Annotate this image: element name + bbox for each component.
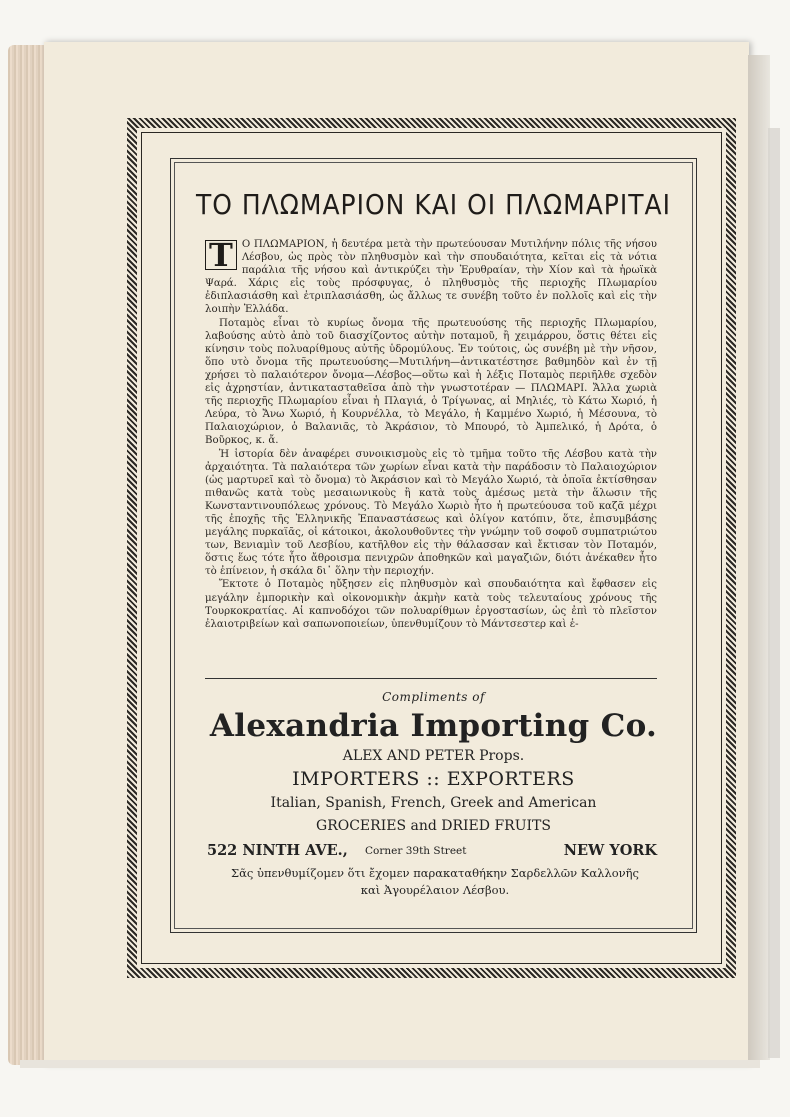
page-edge-shadow (768, 128, 780, 1058)
ad-address: 522 NINTH AVE., (207, 842, 348, 859)
article-paragraph: Τ Ο ΠΛΩΜΑΡΙΟΝ, ἡ δευτέρα μετὰ τὴν πρωτεύουσαν Μυτιλήνην πόλις τῆς νήσου Λέσβου, ὡς πρὸς τὸν πληθυσμὸν καὶ τὴν σπουδαιότητα, κεῖται εἰς τὰ νότια παράλια τῆς νήσου καὶ ἀντικρύζει τὴν Ἐρυθραίαν, τὴν Χίον καὶ τὰ ἡρωϊκὰ Ψαρά. Χάρις εἰς τοὺς πρόσφυγας, ὁ πληθυσμὸς τῆς περιοχῆς Πλωμαρίου ἐδιπλασιάσθη καὶ ἐτριπλασιάσθη, ὡς ἄλλως τε συνέβη τοῦτο ἐν πολλοῖς καὶ εἰς τὴν λοιπὴν Ἑλλάδα. (205, 236, 657, 316)
page-bottom-shadow (20, 1060, 760, 1068)
ad-importers-exporters: IMPORTERS :: EXPORTERS (292, 768, 575, 790)
ad-proprietors: ALEX AND PETER Props. (342, 748, 525, 764)
ad-compliments: Compliments of (382, 690, 485, 704)
ad-greek-note: Σᾶς ὑπενθυμίζομεν ὅτι ἔχομεν παρακαταθήκην Σαρδελλῶν Καλλονῆς καὶ Ἀγουρέλαιον Λέσβου. (230, 866, 639, 897)
ad-products: GROCERIES and DRIED FRUITS (316, 818, 551, 834)
ad-corner: Corner 39th Street (365, 845, 467, 857)
ad-origins: Italian, Spanish, French, Greek and American (270, 795, 597, 811)
ad-company-name: Alexandria Importing Co. (209, 708, 658, 744)
article-paragraph: Ἡ ἱστορία δὲν ἀναφέρει συνοικισμοὺς εἰς τὸ τμῆμα τοῦτο τῆς Λέσβου κατὰ τὴν ἀρχαιότητα. Τὰ παλαιότερα τῶν χωρίων εἶναι κατὰ τὴν παράδοσιν τὸ Παλαιοχώριον (ὡς μαρτυρεῖ καὶ τὸ ὄνομα) τὸ Ἀκράσιον καὶ τὸ Μεγάλο Χωριό, τὰ ὁποῖα ἐκτίσθησαν πιθανῶς κατὰ τοὺς μεσαιωνικοὺς ἢ κατὰ τοὺς ἀμέσως μετὰ τὴν ἅλωσιν τῆς Κωνσταντινουπόλεως χρόνους. Τὸ Μεγάλο Χωριὸ ἦτο ἡ πρωτεύουσα τοῦ καζᾶ μέχρι τῆς ἐποχῆς τῆς Ἑλληνικῆς Ἐπαναστάσεως καὶ ὀλίγον κατόπιν, ὅτε, ἐπισυμβάσης μεγάλης πυρκαϊᾶς, οἱ κάτοικοι, ἀκολουθοῦντες τὴν γνώμην τοῦ σοφοῦ συμπατριώτου των, Βενιαμὶν τοῦ Λεσβίου, κατῆλθον εἰς τὴν θάλασσαν καὶ ἔκτισαν τὸν Ποταμόν, ὅστις ἕως τότε ἦτο ἄθροισμα πενιχρῶν ἀποθηκῶν καὶ μαγαζιῶν, διότι ἀνέκαθεν ἦτο τὸ ἐπίνειον, ἡ σκάλα δι᾽ ὅλην τὴν περιοχήν. (205, 448, 657, 578)
section-divider (205, 678, 657, 679)
page-edge (748, 55, 770, 1060)
drop-cap: Τ (205, 240, 237, 270)
article-body (205, 238, 657, 631)
article-paragraph: Ποταμὸς εἶναι τὸ κυρίως ὄνομα τῆς πρωτευούσης τῆς περιοχῆς Πλωμαρίου, λαβούσης αὐτὸ ἀπὸ τοῦ διασχίζοντος αὐτὴν ποταμοῦ, ἢ χειμάρρου, ὅστις θέτει εἰς κίνησιν τοὺς πολυαρίθμους αὐτῆς ὑδρομύλους. Ἐν τούτοις, ὡς συνέβη μὲ τὴν νῆσον, ὅπο υτὸ ὄνομα τῆς πρωτευούσης—Μυτιλήνη—ἀντικατέστησε βαθμηδὸν καὶ ἐν τῇ χρήσει τὸ παλαιότερον ὄνομα—Λέσβος—οὕτω καὶ ἡ λέξις Ποταμὸς περιῆλθε σχεδὸν εἰς ἀχρηστίαν, ἀντικατασταθεῖσα ἀπὸ τὴν γνωστοτέραν — ΠΛΩΜΑΡΙ. Ἄλλα χωριὰ τῆς περιοχῆς Πλωμαρίου εἶναι ἡ Πλαγιά, ὁ Τρίγωνας, αἱ Μηλιές, τὸ Κάτω Χωριό, ἡ Λεύρα, τὸ Ἄνω Χωριό, ἡ Κουρνέλλα, τὸ Μεγάλο, ἡ Καμμένο Χωριό, ἡ Μέσουνα, τὸ Παλαιοχώριον, ὁ Βαλανιᾶς, τὸ Ἀκράσιον, τὸ Μπουρό, τὸ Ἀμπελικό, ἡ Δρότα, ὁ Βοῦρκος, κ. ἄ. (205, 317, 657, 447)
article-title: ΤΟ ΠΛΩΜΑΡΙΟΝ ΚΑΙ ΟΙ ΠΛΩΜΑΡΙΤΑΙ (195, 188, 672, 221)
ad-city: NEW YORK (563, 842, 657, 859)
article-paragraph: Ἔκτοτε ὁ Ποταμὸς ηὔξησεν εἰς πληθυσμὸν καὶ σπουδαιότητα καὶ ἔφθασεν εἰς μεγάλην ἐμπορικὴν καὶ οἰκονομικὴν ἀκμὴν κατὰ τοὺς τελευταίους χρόνους τῆς Τουρκοκρατίας. Αἱ καπνοδόχοι τῶν πολυαρίθμων ἐργοστασίων, ὡς ἐπὶ τὸ πλεῖστον ἐλαιοτριβείων καὶ σαπωνοποιείων, ὑπενθυμίζουν τὸ Μάντσεστερ καὶ ἐ- (205, 579, 657, 630)
